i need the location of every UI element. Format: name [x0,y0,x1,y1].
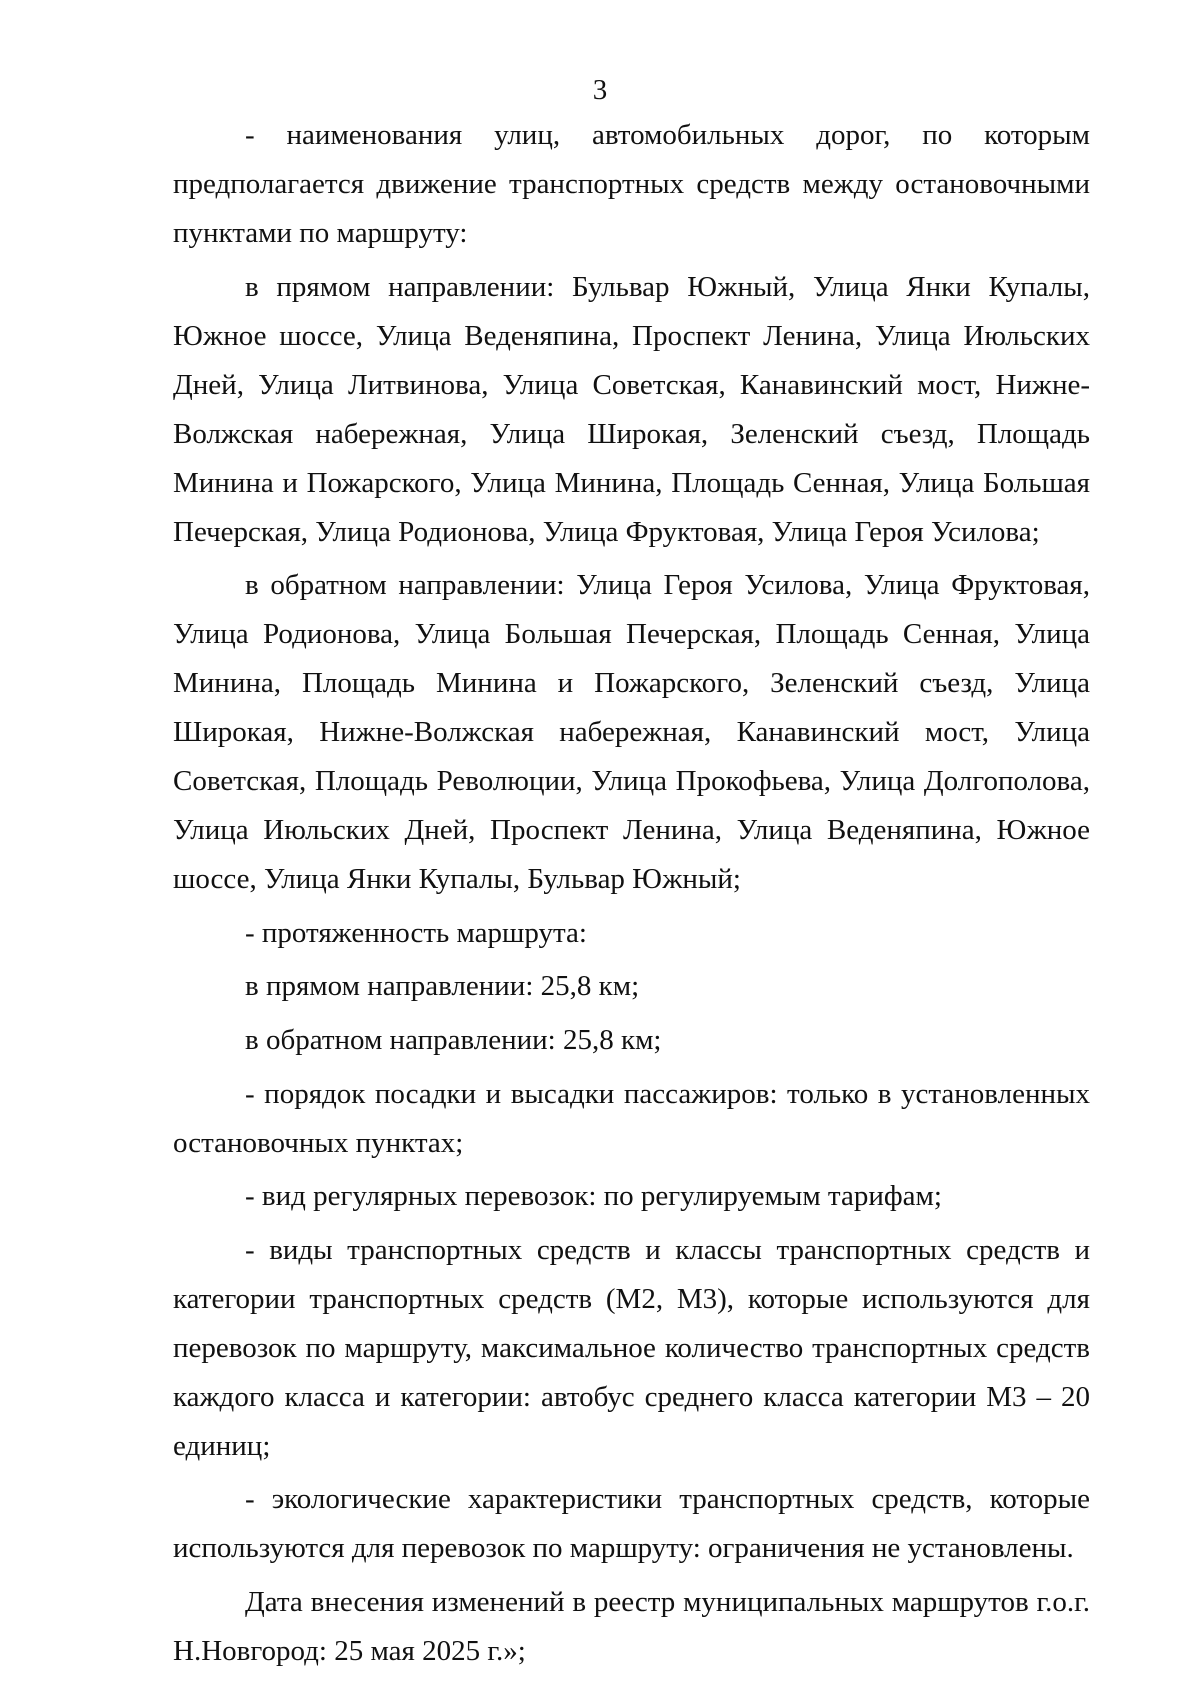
paragraph-forward-direction-streets: в прямом направлении: Бульвар Южный, Улица Янки Купалы, Южное шоссе, Улица Веденяпина, Проспект Ленина, Улица Июльских Дней, Улица Литвинова, Улица Советская, Канавинский мост, Нижне-Волжская набережная, Улица Широкая, Зеленский съезд, Площадь Минина и Пожарского, Улица Минина, Площадь Сенная, Улица Большая Печерская, Улица Родионова, Улица Фруктовая, Улица Героя Усилова; [173,270,1090,548]
paragraph-boarding-order: - порядок посадки и высадки пассажиров: только в установленных остановочных пунктах; [173,1077,1090,1159]
paragraph-registry-change-date: Дата внесения изменений в реестр муниципальных маршрутов г.о.г. Н.Новгород: 25 мая 2025 г.»; [173,1585,1090,1667]
paragraph-transport-type: - вид регулярных перевозок: по регулируемым тарифам; [245,1180,942,1213]
paragraph-route-length-heading: - протяженность маршрута: [245,916,587,949]
paragraph-ecological-characteristics: - экологические характеристики транспортных средств, которые используются для перевозок по маршруту: ограничения не установлены. [173,1483,1090,1565]
paragraph-reverse-length: в обратном направлении: 25,8 км; [245,1023,662,1056]
document-body [173,111,1090,1681]
page-number: 3 [592,74,608,106]
paragraph-reverse-direction-streets: в обратном направлении: Улица Героя Усилова, Улица Фруктовая, Улица Родионова, Улица Большая Печерская, Площадь Сенная, Улица Минина, Площадь Минина и Пожарского, Зеленский съезд, Улица Широкая, Нижне-Волжская набережная, Канавинский мост, Улица Советская, Площадь Революции, Улица Прокофьева, Улица Долгополова, Улица Июльских Дней, Проспект Ленина, Улица Веденяпина, Южное шоссе, Улица Янки Купалы, Бульвар Южный; [173,569,1090,896]
paragraph-forward-length: в прямом направлении: 25,8 км; [245,970,640,1003]
paragraph-street-names-intro: - наименования улиц, автомобильных дорог, по которым предполагается движение транспортных средств между остановочными пунктами по маршруту: [173,119,1090,249]
paragraph-vehicle-classes: - виды транспортных средств и классы транспортных средств и категории транспортных средств (М2, М3), которые используются для перевозок по маршруту, максимальное количество транспортных средств каждого класса и категории: автобус среднего класса категории М3 – 20 единиц; [173,1233,1090,1462]
